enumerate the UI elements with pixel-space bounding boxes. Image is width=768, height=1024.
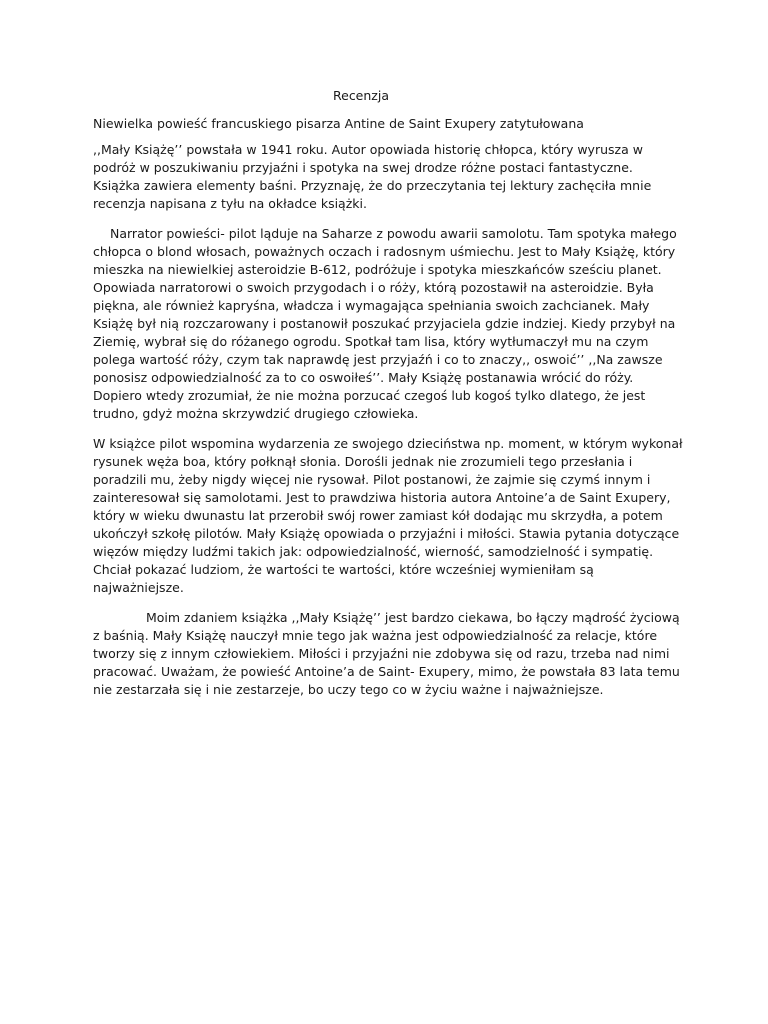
document-title: Recenzja (333, 88, 389, 103)
document-body (93, 115, 683, 711)
paragraph-4: Moim zdaniem książka ,,Mały Książę’’ jest bardzo ciekawa, bo łączy mądrość życiową z baśnią. Mały Książę nauczył mnie tego jak ważna jest odpowiedzialność za relacje, które tworzy się z innym człowiekiem. Miłości i przyjaźni nie zdobywa się od razu, trzeba nad nimi pracować. Uważam, że powieść Antoine’a de Saint- Exupery, mimo, że powstała 83 lata temu nie zestarzała się i nie zestarzeje, bo uczy tego co w życiu ważne i najważniejsze. (93, 610, 680, 697)
paragraph-intro: Niewielka powieść francuskiego pisarza Antine de Saint Exupery zatytułowana (93, 116, 584, 131)
paragraph-1: ,,Mały Książę’’ powstała w 1941 roku. Autor opowiada historię chłopca, który wyrusza w podróż w poszukiwaniu przyjaźni i spotyka na swej drodze różne postaci fantastyczne. Książka zawiera elementy baśni. Przyznaję, że do przeczytania tej lektury zachęciła mnie recenzja napisana z tyłu na okładce książki. (93, 142, 652, 211)
paragraph-2: Narrator powieści- pilot ląduje na Saharze z powodu awarii samolotu. Tam spotyka małego chłopca o blond włosach, poważnych oczach i radosnym uśmiechu. Jest to Mały Książę, który mieszka na niewielkiej asteroidzie B-612, podróżuje i spotyka mieszkańców sześciu planet. Opowiada narratorowi o swoich przygodach i o róży, którą pozostawił na asteroidzie. Była piękna, ale również kapryśna, władcza i wymagająca spełniania swoich zachcianek. Mały Książę był nią rozczarowany i postanowił poszukać przyjaciela gdzie indziej. Kiedy przybył na Ziemię, wybrał się do różanego ogrodu. Spotkał tam lisa, który wytłumaczył mu na czym polega wartość róży, czym tak naprawdę jest przyjaźń i co to znaczy,, oswoić’’ ,,Na zawsze ponosisz odpowiedzialność za to co oswoiłeś’’. Mały Książę postanawia wrócić do róży. Dopiero wtedy zrozumiał, że nie można porzucać czegoś lub kogoś tylko dlatego, że jest trudno, gdyż można skrzywdzić drugiego człowieka. (93, 226, 677, 421)
paragraph-3: W książce pilot wspomina wydarzenia ze swojego dzieciństwa np. moment, w którym wykonał rysunek węża boa, który połknął słonia. Dorośli jednak nie zrozumieli tego przesłania i poradzili mu, żeby nigdy więcej nie rysował. Pilot postanowi, że zajmie się czymś innym i zainteresował się samolotami. Jest to prawdziwa historia autora Antoine’a de Saint Exupery, który w wieku dwunastu lat przerobił swój rower zamiast kół dodając mu skrzydła, a potem ukończył szkołę pilotów. Mały Książę opowiada o przyjaźni i miłości. Stawia pytania dotyczące więzów między ludźmi takich jak: odpowiedzialność, wierność, samodzielność i sympatię. Chciał pokazać ludziom, że wartości te wartości, które wcześniej wymieniłam są najważniejsze. (93, 436, 683, 595)
